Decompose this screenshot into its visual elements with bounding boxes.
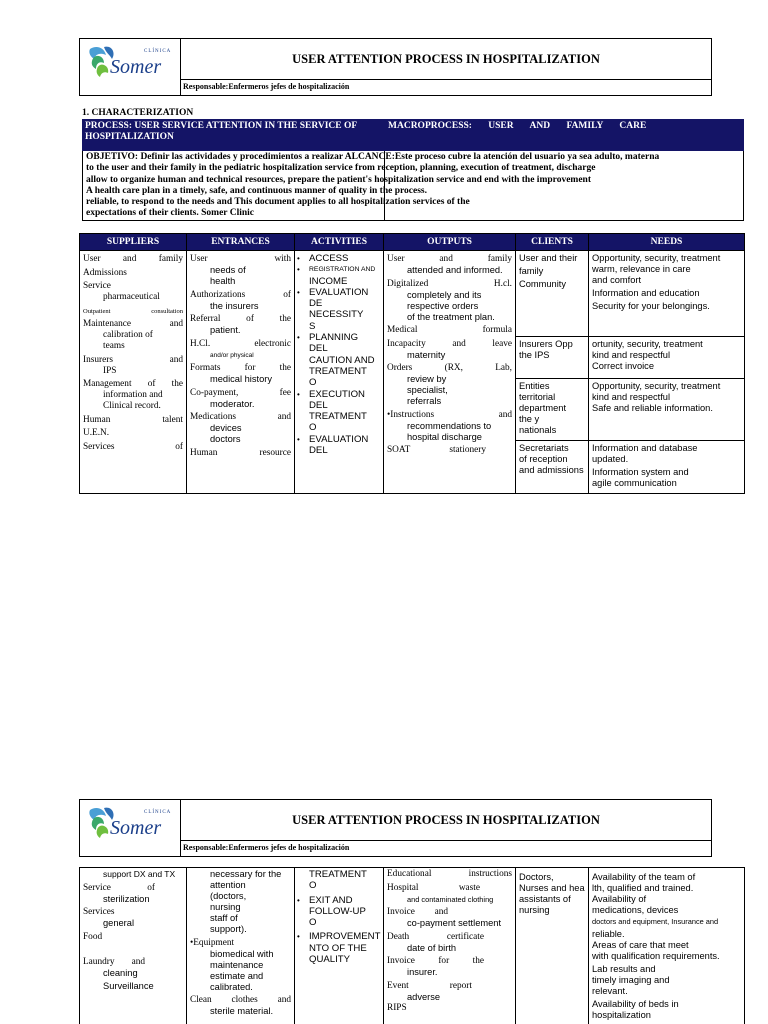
- output-item: maternity: [407, 349, 446, 360]
- entrance-item: H.Cl. electronic: [190, 338, 291, 349]
- client-item: nationals: [519, 425, 557, 435]
- client-item: assistants of: [519, 894, 571, 904]
- activities-cell: [295, 251, 384, 494]
- need-item: doctors and equipment, Insurance and: [592, 917, 719, 926]
- supplier-item: Admissions: [83, 267, 127, 278]
- client-cell: [516, 868, 589, 1024]
- suppliers-cell: [80, 868, 187, 1024]
- entrance-item: staff of: [210, 913, 238, 923]
- supplier-item: User and family: [83, 254, 183, 264]
- supplier-item: Service: [83, 281, 111, 291]
- objective-line: reliable, to respond to the needs and This document applies to all hospitalization services of the: [86, 197, 470, 208]
- need-item: Correct invoice: [592, 361, 655, 371]
- objective-line: to the user and their family in the pediatric hospitalization service from reception, planning, execution of treatment, discharge: [86, 163, 596, 174]
- activity-item: O: [309, 422, 317, 434]
- output-item: adverse: [407, 991, 441, 1002]
- entrance-item: devices: [210, 423, 242, 433]
- svg-text:Somer: Somer: [110, 56, 162, 78]
- supplier-item: teams: [103, 341, 125, 351]
- objective-line: OBJETIVO: Definir las actividades y procedimientos a realizar ALCANCE:Este proceso cubre la atención del usuario ya sea adulto, materna: [86, 152, 660, 162]
- need-item: updated.: [592, 454, 629, 464]
- client-cell: [516, 251, 589, 337]
- output-item: completely and its: [407, 289, 482, 300]
- svg-text:Somer: Somer: [110, 817, 162, 839]
- supplier-item: Management of the: [83, 379, 183, 389]
- outputs-cell: [384, 251, 516, 494]
- activity-item: • REGISTRATION AND: [297, 265, 376, 275]
- client-cell: [516, 379, 589, 441]
- client-item: the y: [519, 414, 540, 424]
- objective-line: allow to organize human and technical resources, prepare the patient's hospitalization service and end with the improvement: [86, 174, 591, 185]
- entrance-item: the insurers: [210, 300, 259, 311]
- output-item: date of birth: [407, 942, 457, 953]
- characterization-table-continued: [79, 867, 745, 1024]
- header-needs: NEEDS: [589, 234, 745, 251]
- supplier-item: Maintenance and: [83, 319, 183, 329]
- header-entrances: ENTRANCES: [187, 234, 295, 251]
- activity-item: DEL: [309, 343, 328, 355]
- output-item: co-payment settlement: [407, 918, 502, 928]
- supplier-item: sterilization: [103, 893, 150, 904]
- document-title: USER ATTENTION PROCESS IN HOSPITALIZATION: [181, 800, 711, 841]
- activity-item: CAUTION AND: [309, 354, 375, 366]
- need-item: warm, relevance in care: [592, 264, 691, 274]
- supplier-item: Human talent: [83, 414, 183, 425]
- supplier-item: calibration of: [103, 330, 153, 340]
- entrance-item: biomedical with: [210, 948, 274, 959]
- entrance-item: User with: [190, 254, 291, 264]
- activity-item: • EXIT AND: [297, 894, 353, 906]
- activity-item: • EXECUTION: [297, 388, 365, 400]
- output-item: SOAT stationery: [387, 445, 486, 455]
- activity-item: TREATMENT: [309, 869, 367, 880]
- supplier-item: Surveillance: [103, 981, 154, 991]
- client-item: Insurers Opp: [519, 339, 573, 349]
- output-item: respective orders: [407, 300, 479, 311]
- header-activities: ACTIVITIES: [295, 234, 384, 251]
- need-item: Safe and reliable information.: [592, 403, 713, 413]
- entrance-item: Authorizations of: [190, 289, 291, 300]
- need-item: Security for your belongings.: [592, 301, 710, 311]
- client-item: User and their: [519, 253, 578, 263]
- output-item: RIPS: [387, 1002, 407, 1013]
- client-item: Doctors,: [519, 872, 554, 882]
- activity-item: • PLANNING: [297, 332, 359, 344]
- supplier-item: Service of: [83, 882, 155, 893]
- need-item: relevant.: [592, 986, 628, 996]
- needs-cell: [589, 379, 745, 441]
- output-item: recommendations to: [407, 420, 492, 431]
- activity-item: FOLLOW-UP: [309, 905, 366, 917]
- need-item: Opportunity, security, treatment: [592, 253, 721, 263]
- client-item: of reception: [519, 454, 568, 464]
- activity-item: QUALITY: [309, 954, 351, 966]
- need-item: hospitalization: [592, 1010, 651, 1020]
- objective-line: A health care plan in a timely, safe, and continuous manner of quality in the process.: [86, 185, 427, 196]
- output-item: Invoice for the: [387, 956, 484, 966]
- activity-item: TREATMENT: [309, 365, 367, 377]
- macroprocess-name: MACROPROCESS: USER AND FAMILY CARE: [388, 121, 647, 131]
- entrance-item: Clean clothes and: [190, 995, 291, 1005]
- entrance-item: necessary for the: [210, 869, 282, 879]
- supplier-item: cleaning: [103, 967, 138, 978]
- responsible-line: Responsable:Enfermeros jefes de hospitalización: [183, 843, 350, 852]
- output-item: Medical formula: [387, 325, 512, 335]
- output-item: User and family: [387, 254, 512, 264]
- client-item: and admissions: [519, 465, 584, 475]
- client-item: Community: [519, 279, 567, 289]
- clinic-logo-icon: [86, 804, 176, 846]
- needs-cell: [589, 337, 745, 379]
- responsible-line: Responsable:Enfermeros jefes de hospitalización: [183, 82, 350, 91]
- supplier-item: Laundry and: [83, 956, 145, 967]
- entrance-item: health: [210, 276, 236, 286]
- output-item: hospital discharge: [407, 431, 482, 442]
- entrance-item: Referral of the: [190, 314, 291, 324]
- outputs-cell: [384, 868, 516, 1024]
- entrance-item: medical history: [210, 374, 273, 384]
- needs-cell: [589, 441, 745, 494]
- supplier-item: Food: [83, 931, 103, 942]
- need-item: Information and education: [592, 288, 700, 298]
- supplier-item: pharmaceutical: [103, 292, 160, 302]
- entrance-item: Co-payment, fee: [190, 387, 291, 398]
- document-title: USER ATTENTION PROCESS IN HOSPITALIZATION: [181, 39, 711, 80]
- need-item: Opportunity, security, treatment: [592, 381, 721, 391]
- client-item: family: [519, 266, 544, 276]
- need-item: Information system and: [592, 467, 689, 477]
- output-item: Digitalized H.cl.: [387, 278, 512, 289]
- client-item: territorial: [519, 392, 556, 402]
- need-item: Availability of beds in: [592, 999, 679, 1009]
- activity-item: DEL: [309, 399, 328, 411]
- entrance-item: estimate and: [210, 970, 264, 981]
- supplier-item: Outpatient consultation: [83, 307, 183, 315]
- entrance-item: and/or physical: [210, 351, 254, 359]
- header-clients: CLIENTS: [516, 234, 589, 251]
- entrance-item: (doctors,: [210, 891, 247, 901]
- need-item: Lab results and: [592, 964, 656, 974]
- entrance-item: attention: [210, 880, 246, 890]
- entrances-cell: [187, 251, 295, 494]
- supplier-item: Services: [83, 907, 115, 917]
- supplier-item: U.E.N.: [83, 428, 110, 438]
- entrance-item: maintenance: [210, 959, 264, 970]
- output-item: Invoice and: [387, 907, 448, 917]
- entrance-item: needs of: [210, 265, 246, 275]
- need-item: Information and database: [592, 443, 698, 453]
- entrance-item: patient.: [210, 325, 241, 335]
- logo-cell: [80, 39, 181, 95]
- supplier-item: information and: [103, 390, 163, 400]
- entrance-item: moderator.: [210, 398, 255, 409]
- output-item: insurer.: [407, 967, 438, 977]
- output-item: Event report: [387, 980, 472, 991]
- output-item: attended and informed.: [407, 265, 503, 275]
- client-item: Secretariats: [519, 443, 569, 453]
- need-item: timely imaging and: [592, 975, 670, 985]
- entrance-item: Medications and: [190, 412, 291, 422]
- need-item: ortunity, security, treatment: [592, 339, 703, 349]
- activity-item: • ACCESS: [297, 253, 349, 264]
- output-item: Hospital waste: [387, 882, 480, 893]
- objective-line: expectations of their clients. Somer Clinic: [86, 208, 254, 219]
- entrance-item: calibrated.: [210, 981, 253, 992]
- activity-item: O: [309, 880, 317, 892]
- supplier-item: Services of: [83, 441, 183, 452]
- needs-cell: [589, 251, 745, 337]
- entrances-cell: [187, 868, 295, 1024]
- client-item: department: [519, 403, 567, 413]
- page-header: [79, 38, 712, 96]
- svg-text:CLÍNICA: CLÍNICA: [144, 810, 172, 815]
- client-item: Nurses and hea: [519, 883, 585, 893]
- need-item: medications, devices: [592, 905, 679, 915]
- entrance-item: •Equipment: [190, 937, 235, 948]
- entrance-item: Human resource: [190, 447, 291, 458]
- objective-divider: [384, 151, 385, 220]
- supplier-item: general: [103, 918, 135, 928]
- output-item: Orders (RX, Lab,: [387, 363, 512, 373]
- suppliers-cell: [80, 251, 187, 494]
- need-item: reliable.: [592, 929, 625, 939]
- activity-item: NTO OF THE: [309, 942, 367, 954]
- output-item: referrals: [407, 396, 442, 406]
- need-item: Areas of care that meet: [592, 940, 689, 950]
- need-item: kind and respectful: [592, 392, 671, 402]
- output-item: Incapacity and leave: [387, 338, 512, 349]
- output-item: specialist,: [407, 385, 448, 395]
- output-item: Educational instructions: [387, 869, 512, 879]
- clinic-logo-icon: [86, 43, 176, 85]
- characterization-table: [79, 233, 745, 494]
- activity-item: INCOME: [309, 275, 348, 287]
- needs-cell: [589, 868, 745, 1024]
- output-item: Death certificate: [387, 931, 484, 942]
- process-name: PROCESS: USER SERVICE ATTENTION IN THE SERVICE OF HOSPITALIZATION: [85, 121, 357, 142]
- logo-cell: [80, 800, 181, 856]
- activity-item: DEL: [309, 445, 328, 457]
- client-item: the IPS: [519, 350, 550, 360]
- need-item: Availability of: [592, 894, 647, 904]
- section-title: 1. CHARACTERIZATION: [82, 108, 194, 118]
- objective-scope-block: [82, 151, 744, 221]
- need-item: agile communication: [592, 478, 677, 488]
- activity-item: NECESSITY: [309, 309, 364, 321]
- entrance-item: nursing: [210, 902, 241, 912]
- activities-cell: [295, 868, 384, 1024]
- page-header-2: [79, 799, 712, 857]
- output-item: of the treatment plan.: [407, 311, 495, 322]
- process-band: [82, 119, 744, 151]
- activity-item: O: [309, 377, 317, 389]
- client-item: Entities: [519, 381, 550, 391]
- entrance-item: sterile material.: [210, 1006, 274, 1016]
- activity-item: O: [309, 917, 317, 929]
- entrance-item: doctors: [210, 434, 241, 444]
- need-item: and comfort: [592, 275, 642, 285]
- client-item: nursing: [519, 905, 550, 915]
- header-outputs: OUTPUTS: [384, 234, 516, 251]
- entrance-item: Formats for the: [190, 363, 291, 373]
- activity-item: S: [309, 320, 316, 332]
- supplier-item: support DX and TX: [103, 869, 176, 879]
- client-cell: [516, 337, 589, 379]
- svg-text:CLÍNICA: CLÍNICA: [144, 49, 172, 54]
- output-item: review by: [407, 374, 447, 384]
- activity-item: • IMPROVEMENT: [297, 931, 381, 943]
- output-item: •Instructions and: [387, 409, 512, 420]
- activity-item: DE: [309, 298, 323, 310]
- header-suppliers: SUPPLIERS: [80, 234, 187, 251]
- need-item: with qualification requirements.: [592, 951, 720, 961]
- activity-item: • EVALUATION: [297, 286, 369, 298]
- supplier-item: Insurers and: [83, 354, 183, 365]
- need-item: Availability of the team of: [592, 872, 696, 882]
- output-item: and contaminated clothing: [407, 894, 494, 904]
- need-item: lth, qualified and trained.: [592, 883, 694, 893]
- client-cell: [516, 441, 589, 494]
- activity-item: • EVALUATION: [297, 433, 369, 445]
- activity-item: TREATMENT: [309, 411, 367, 423]
- supplier-item: Clinical record.: [103, 401, 161, 411]
- entrance-item: support).: [210, 924, 247, 934]
- supplier-item: IPS: [103, 365, 117, 376]
- need-item: kind and respectful: [592, 350, 671, 360]
